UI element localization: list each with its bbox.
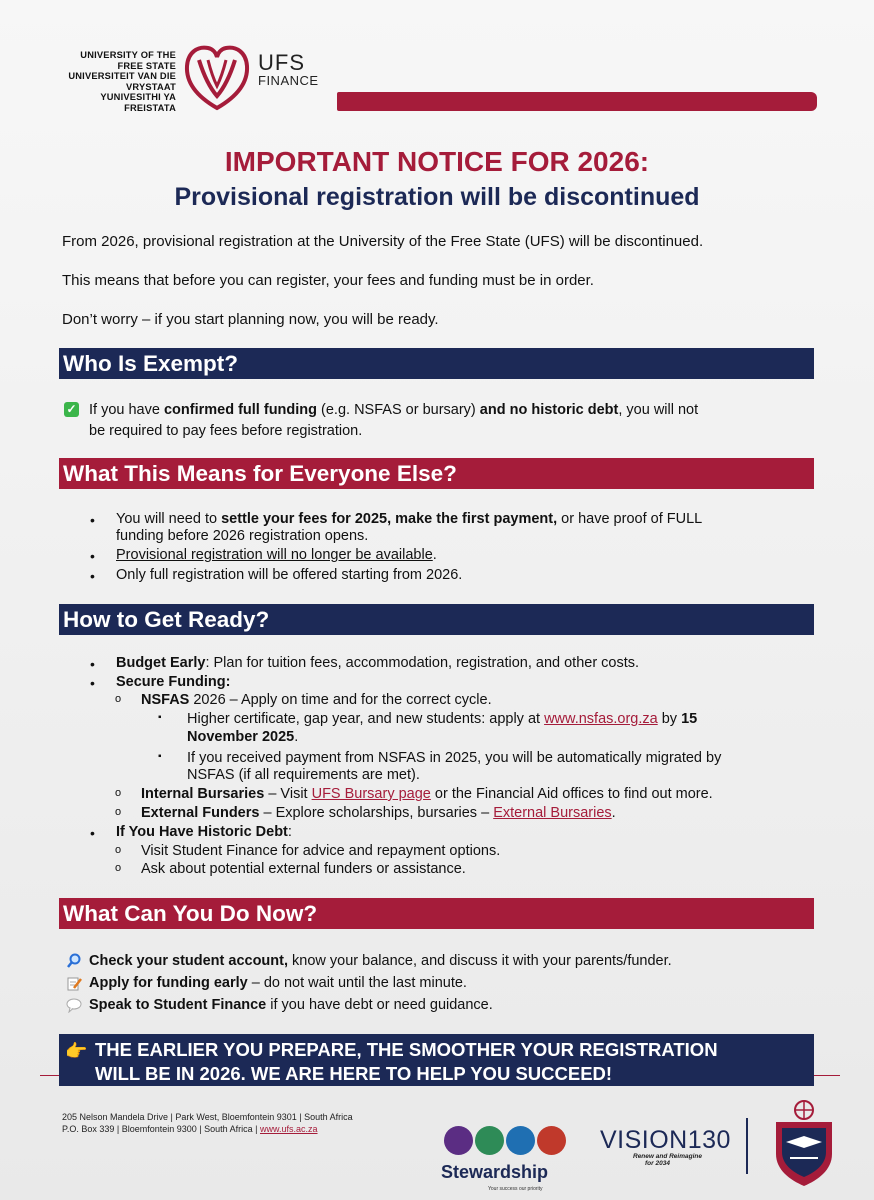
university-name <box>40 50 176 114</box>
list-item: Higher certificate, gap year, and new students: apply at www.nsfas.org.za by 15 <box>187 711 698 727</box>
nsfas-link[interactable]: www.nsfas.org.za <box>544 711 658 727</box>
vision130-logo-text: VISION130 <box>600 1126 731 1154</box>
list-item: You will need to settle your fees for 2025, make the first payment, or have proof of FULL <box>116 511 703 527</box>
list-item-line2: funding before 2026 registration opens. <box>116 528 369 544</box>
list-item-line2: November 2025. <box>187 729 299 745</box>
ufs-heart-logo-icon <box>182 42 252 114</box>
memo-icon <box>66 975 82 991</box>
header-accent-bar <box>337 92 817 111</box>
bullet-icon: • <box>90 568 95 584</box>
pointing-hand-icon: 👉 <box>65 1041 88 1061</box>
footer-address: P.O. Box 339 | Bloemfontein 9300 | South Africa | www.ufs.ac.za <box>62 1124 318 1134</box>
list-item: If you received payment from NSFAS in 2025, you will be automatically migrated by <box>187 750 722 766</box>
square-bullet-icon: ▪ <box>158 712 162 723</box>
section-heading-everyone-else: What This Means for Everyone Else? <box>59 458 814 489</box>
sub-bullet-icon: o <box>115 862 122 874</box>
stewardship-logo-text: Stewardship <box>441 1162 549 1182</box>
vision130-tagline: Renew and Reimagine for 2034 <box>633 1153 702 1167</box>
bullet-icon: • <box>90 548 95 564</box>
list-item: Ask about potential external funders or assistance. <box>141 861 466 877</box>
university-line: UNIVERSITEIT VAN DIE <box>68 71 176 82</box>
sub-bullet-icon: o <box>115 693 122 705</box>
action-item: Apply for funding early – do not wait until the last minute. <box>89 975 467 991</box>
list-item: If You Have Historic Debt: <box>116 824 292 840</box>
checkmark-icon: ✓ <box>64 402 79 417</box>
university-line: FREE STATE <box>117 60 176 71</box>
list-item: Only full registration will be offered starting from 2026. <box>116 567 463 583</box>
university-line: VRYSTAAT <box>126 81 176 92</box>
footer-logo-divider <box>746 1118 748 1174</box>
stewardship-growth-icon <box>475 1126 504 1155</box>
bullet-icon: • <box>90 675 95 691</box>
stewardship-scales-icon <box>506 1126 535 1155</box>
notice-title: IMPORTANT NOTICE FOR 2026: <box>224 146 650 177</box>
list-item: Internal Bursaries – Visit UFS Bursary page or the Financial Aid offices to find out more. <box>141 786 713 802</box>
ufs-website-link[interactable]: www.ufs.ac.za <box>259 1124 318 1134</box>
bullet-icon: • <box>90 656 95 672</box>
list-item: Visit Student Finance for advice and repayment options. <box>141 843 501 859</box>
magnifier-icon <box>66 953 82 969</box>
brand-subtitle: FINANCE <box>258 73 319 88</box>
external-bursaries-link[interactable]: External Bursaries <box>493 805 612 821</box>
intro-paragraph: This means that before you can register, your fees and funding must be in order. <box>62 272 594 289</box>
sub-bullet-icon: o <box>115 844 122 856</box>
speech-bubble-icon <box>66 997 82 1013</box>
section-heading-get-ready: How to Get Ready? <box>59 604 814 635</box>
ufs-bursary-link[interactable]: UFS Bursary page <box>311 786 431 802</box>
stewardship-people-icon <box>444 1126 473 1155</box>
sub-bullet-icon: o <box>115 787 122 799</box>
intro-paragraph: Don’t worry – if you start planning now, you will be ready. <box>62 311 439 328</box>
notice-subtitle: Provisional registration will be discontinued <box>174 183 700 211</box>
footer-address: 205 Nelson Mandela Drive | Park West, Bloemfontein 9301 | South Africa <box>62 1112 353 1122</box>
closing-banner <box>59 1034 814 1086</box>
stewardship-lightbulb-icon <box>537 1126 566 1155</box>
stewardship-tagline: Your success our priority <box>488 1186 543 1192</box>
list-item: Secure Funding: <box>116 674 231 690</box>
square-bullet-icon: ▪ <box>158 751 162 762</box>
action-item: Check your student account, know your balance, and discuss it with your parents/funder. <box>89 953 672 969</box>
bullet-icon: • <box>90 512 95 528</box>
exempt-text-line2: be required to pay fees before registration. <box>89 423 363 439</box>
sub-bullet-icon: o <box>115 806 122 818</box>
list-item: NSFAS 2026 – Apply on time and for the correct cycle. <box>141 692 492 708</box>
bullet-icon: • <box>90 825 95 841</box>
university-line: UNIVERSITY OF THE <box>80 50 176 60</box>
list-item: Provisional registration will no longer be available. <box>116 547 437 563</box>
university-line: YUNIVESITHI YA <box>100 92 176 103</box>
intro-paragraph: From 2026, provisional registration at the University of the Free State (UFS) will be discontinued. <box>62 233 704 250</box>
banner-line: WILL BE IN 2026. WE ARE HERE TO HELP YOU SUCCEED! <box>95 1063 613 1084</box>
section-heading-do-now: What Can You Do Now? <box>59 898 814 929</box>
list-item: External Funders – Explore scholarships, bursaries – External Bursaries. <box>141 805 616 821</box>
list-item: Budget Early: Plan for tuition fees, accommodation, registration, and other costs. <box>116 655 640 671</box>
section-heading-exempt: Who Is Exempt? <box>59 348 814 379</box>
banner-line: THE EARLIER YOU PREPARE, THE SMOOTHER YOUR REGISTRATION <box>95 1039 718 1060</box>
list-item-line2: NSFAS (if all requirements are met). <box>187 767 420 783</box>
university-crest-icon <box>768 1098 840 1188</box>
action-item: Speak to Student Finance if you have debt or need guidance. <box>89 997 493 1013</box>
brand-name: UFS <box>258 50 305 75</box>
exempt-text: If you have confirmed full funding (e.g. NSFAS or bursary) and no historic debt, you will not <box>89 402 699 418</box>
university-line: FREISTATA <box>124 102 176 113</box>
